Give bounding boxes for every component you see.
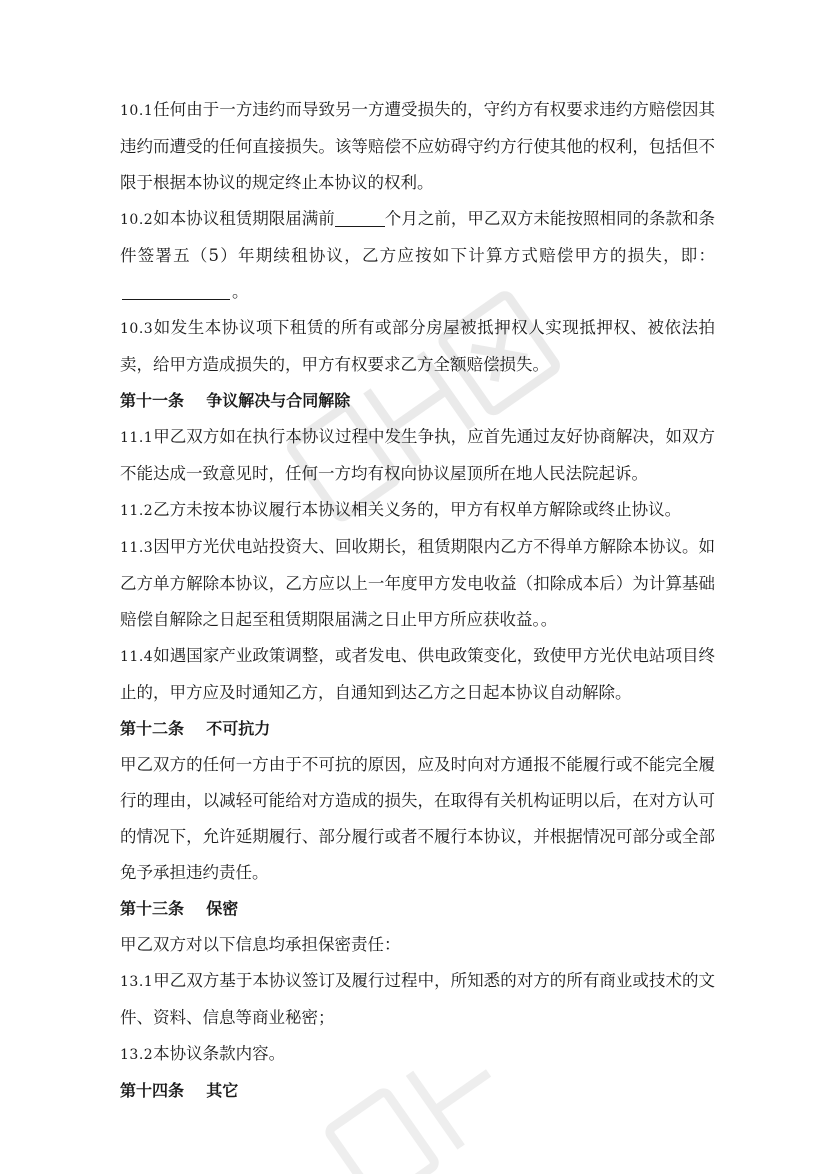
confidentiality-intro: 甲乙双方对以下信息均承担保密责任： [120, 935, 401, 954]
article-heading-11: 第十一条 争议解决与合同解除 [120, 391, 351, 410]
clause-10-2: 10.2如本协议租赁期限届满前 个月之前，甲乙双方未能按照相同的条款和条件签署五（5）年期续租协议，乙方应按如下计算方式赔偿甲方的损失，即：。 [120, 209, 716, 301]
clause-10-3: 10.3如发生本协议项下租赁的所有或部分房屋被抵押权人实现抵押权、被依法拍卖，给甲方造成损失的，甲方有权要求乙方全额赔偿损失。 [120, 318, 715, 374]
fill-blank-months[interactable] [335, 210, 385, 227]
clause-13-2: 13.2本协议条款内容。 [120, 1044, 286, 1063]
article-heading-12: 第十二条 不可抗力 [120, 719, 271, 738]
clause-11-3: 11.3因甲方光伏电站投资大、回收期长，租赁期限内乙方不得单方解除本协议。如乙方单方解除本协议，乙方应以上一年度甲方发电收益（扣除成本后）为计算基础赔偿自解除之日起至租赁期限届满之日止甲方所应获收益。。 [120, 537, 715, 629]
force-majeure-paragraph: 甲乙双方的任何一方由于不可抗的原因，应及时向对方通报不能履行或不能完全履行的理由，以减轻可能给对方造成的损失，在取得有关机构证明以后，在对方认可的情况下，允许延期履行、部分履行或者不履行本协议，并根据情况可部分或全部免予承担违约责任。 [120, 755, 715, 882]
fill-blank-formula[interactable] [122, 283, 230, 300]
clause-13-1: 13.1甲乙双方基于本协议签订及履行过程中，所知悉的对方的所有商业或技术的文件、资料、信息等商业秘密； [120, 971, 715, 1027]
article-heading-13: 第十三条 保密 [120, 899, 239, 918]
article-heading-14: 第十四条 其它 [120, 1081, 239, 1100]
document-body [120, 92, 715, 1109]
clause-10-1: 10.1任何由于一方违约而导致另一方遭受损失的，守约方有权要求违约方赔偿因其违约而遭受的任何直接损失。该等赔偿不应妨碍守约方行使其他的权利，包括但不限于根据本协议的规定终止本协议的权利。 [120, 100, 715, 192]
clause-11-4: 11.4如遇国家产业政策调整，或者发电、供电政策变化，致使甲方光伏电站项目终止的，甲方应及时通知乙方，自通知到达乙方之日起本协议自动解除。 [120, 646, 715, 702]
clause-11-2: 11.2乙方未按本协议履行本协议相关义务的，甲方有权单方解除或终止协议。 [120, 500, 682, 519]
clause-11-1: 11.1甲乙双方如在执行本协议过程中发生争执，应首先通过友好协商解决，如双方不能达成一致意见时，任何一方均有权向协议屋顶所在地人民法院起诉。 [120, 427, 715, 483]
